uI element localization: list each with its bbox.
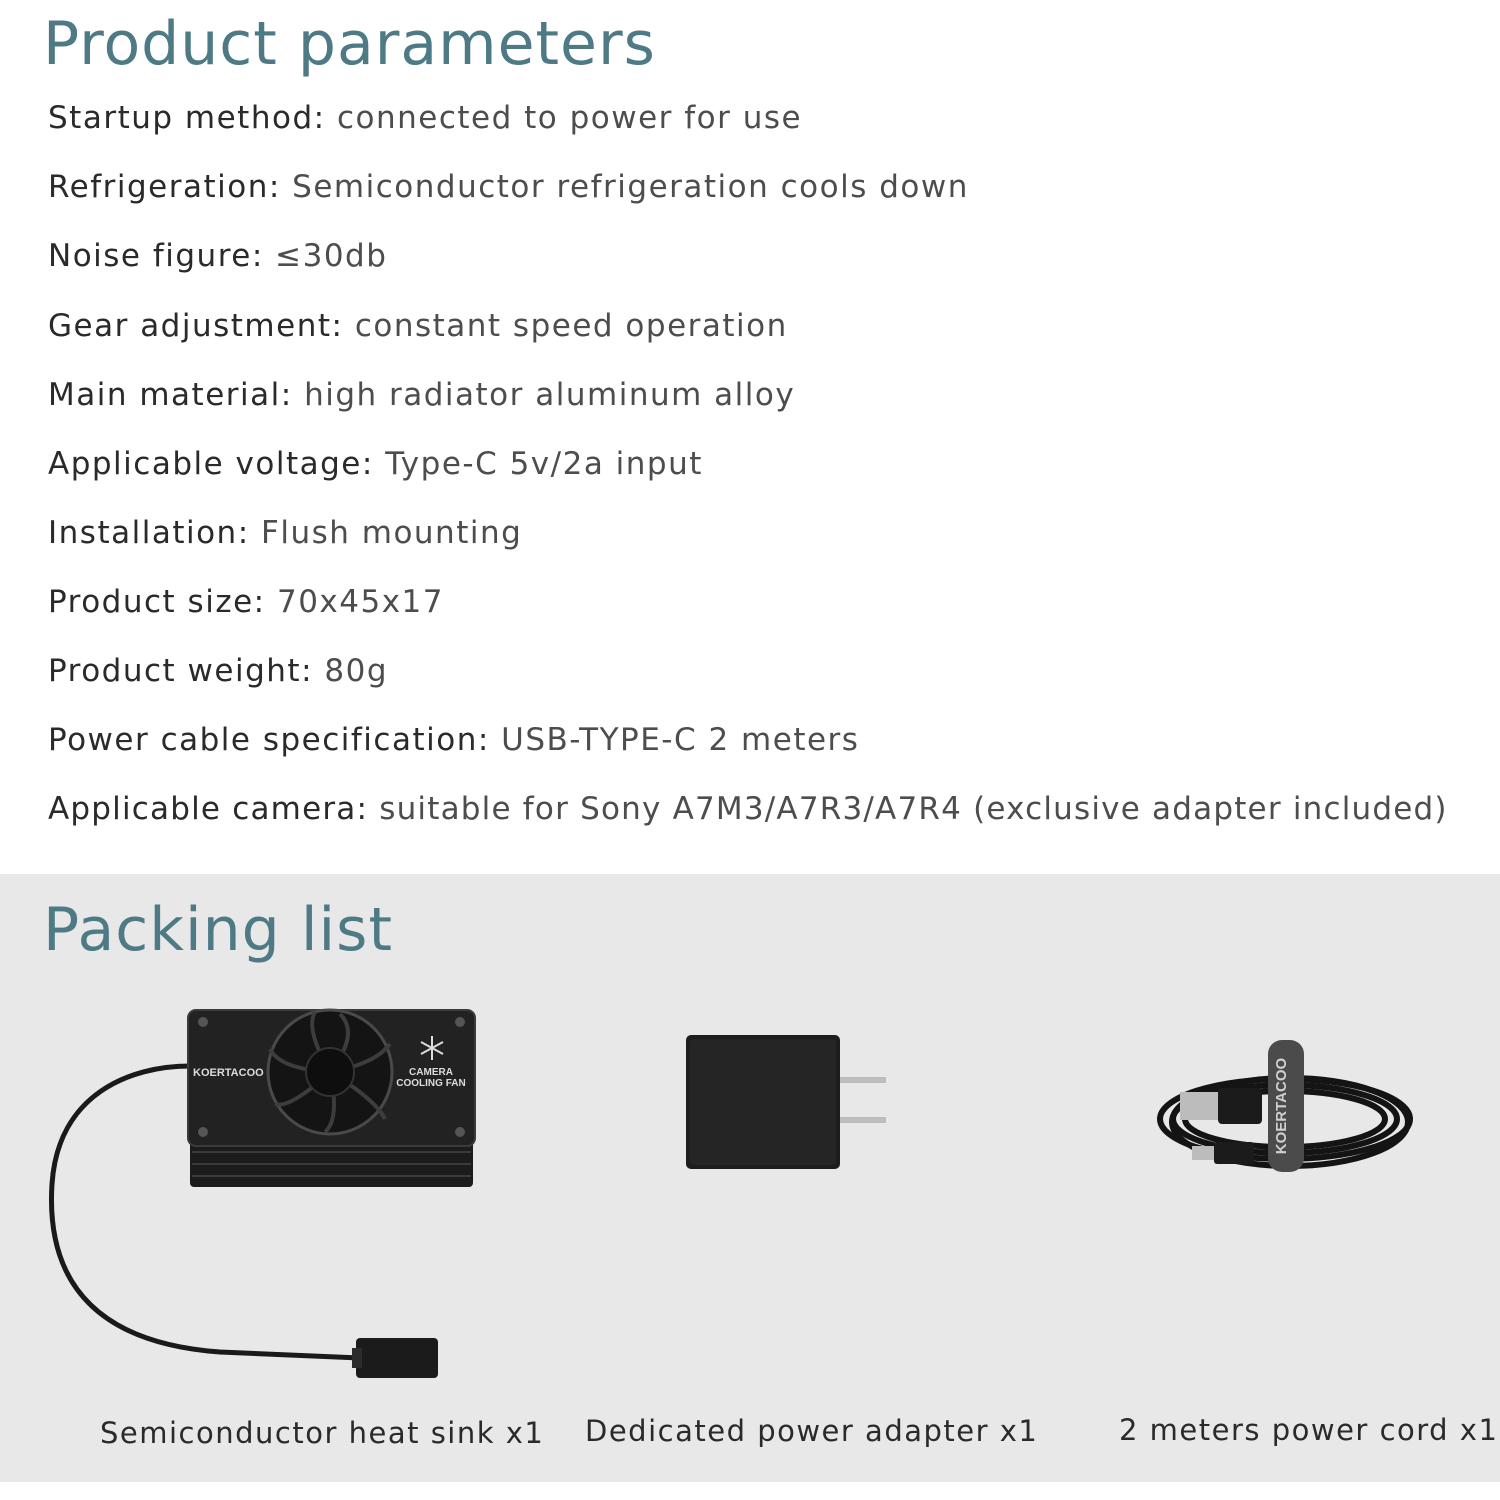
param-row-product-size (48, 583, 444, 621)
param-label: Product size: (48, 584, 266, 620)
caption-heat-sink: Semiconductor heat sink x1 (100, 1416, 545, 1450)
param-row-gear-adjustment (48, 307, 788, 345)
param-row-main-material (48, 376, 795, 414)
cord-strap-brand-logo: KOERTACOO (1273, 1057, 1290, 1155)
param-row-applicable-voltage (48, 445, 703, 483)
power-adapter-image (680, 1029, 900, 1174)
param-row-product-weight (48, 652, 388, 690)
heat-sink-brand-logo: KOERTACOO (193, 1067, 264, 1079)
param-value: 80g (324, 653, 389, 689)
param-value: USB-TYPE-C 2 meters (501, 722, 860, 758)
param-label: Refrigeration: (48, 169, 281, 205)
param-label: Gear adjustment: (48, 308, 344, 344)
param-label: Product weight: (48, 653, 314, 689)
param-value: Semiconductor refrigeration cools down (292, 169, 969, 205)
caption-power-adapter: Dedicated power adapter x1 (585, 1414, 1039, 1448)
param-label: Startup method: (48, 100, 326, 136)
param-value: Type-C 5v/2a input (385, 446, 703, 482)
bottom-margin (0, 1482, 1500, 1500)
heat-sink-image (40, 1004, 490, 1384)
badge-line1: CAMERA (409, 1067, 453, 1078)
param-row-applicable-camera (48, 790, 1448, 828)
param-row-refrigeration (48, 168, 969, 206)
packing-list-section (0, 874, 1500, 1482)
param-row-noise-figure (48, 237, 387, 275)
param-label: Applicable voltage: (48, 446, 374, 482)
param-value: 70x45x17 (276, 584, 444, 620)
param-label: Power cable specification: (48, 722, 490, 758)
product-parameters-title: Product parameters (43, 9, 656, 79)
packing-list-title: Packing list (43, 895, 393, 965)
param-row-power-cable (48, 721, 859, 759)
param-value: connected to power for use (336, 100, 803, 136)
param-value: high radiator aluminum alloy (304, 377, 796, 413)
param-row-installation (48, 514, 522, 552)
badge-line2: COOLING FAN (396, 1078, 466, 1089)
caption-power-cord: 2 meters power cord x1 (1119, 1413, 1499, 1447)
power-cord-image (1150, 1034, 1425, 1179)
param-label: Noise figure: (48, 238, 264, 274)
param-label: Main material: (48, 377, 293, 413)
param-label: Applicable camera: (48, 791, 369, 827)
param-value: constant speed operation (354, 308, 788, 344)
param-row-startup-method (48, 99, 802, 137)
param-value: suitable for Sony A7M3/A7R3/A7R4 (exclusive adapter included) (379, 791, 1448, 827)
param-value: ≤30db (275, 238, 388, 274)
param-label: Installation: (48, 515, 250, 551)
param-value: Flush mounting (261, 515, 523, 551)
